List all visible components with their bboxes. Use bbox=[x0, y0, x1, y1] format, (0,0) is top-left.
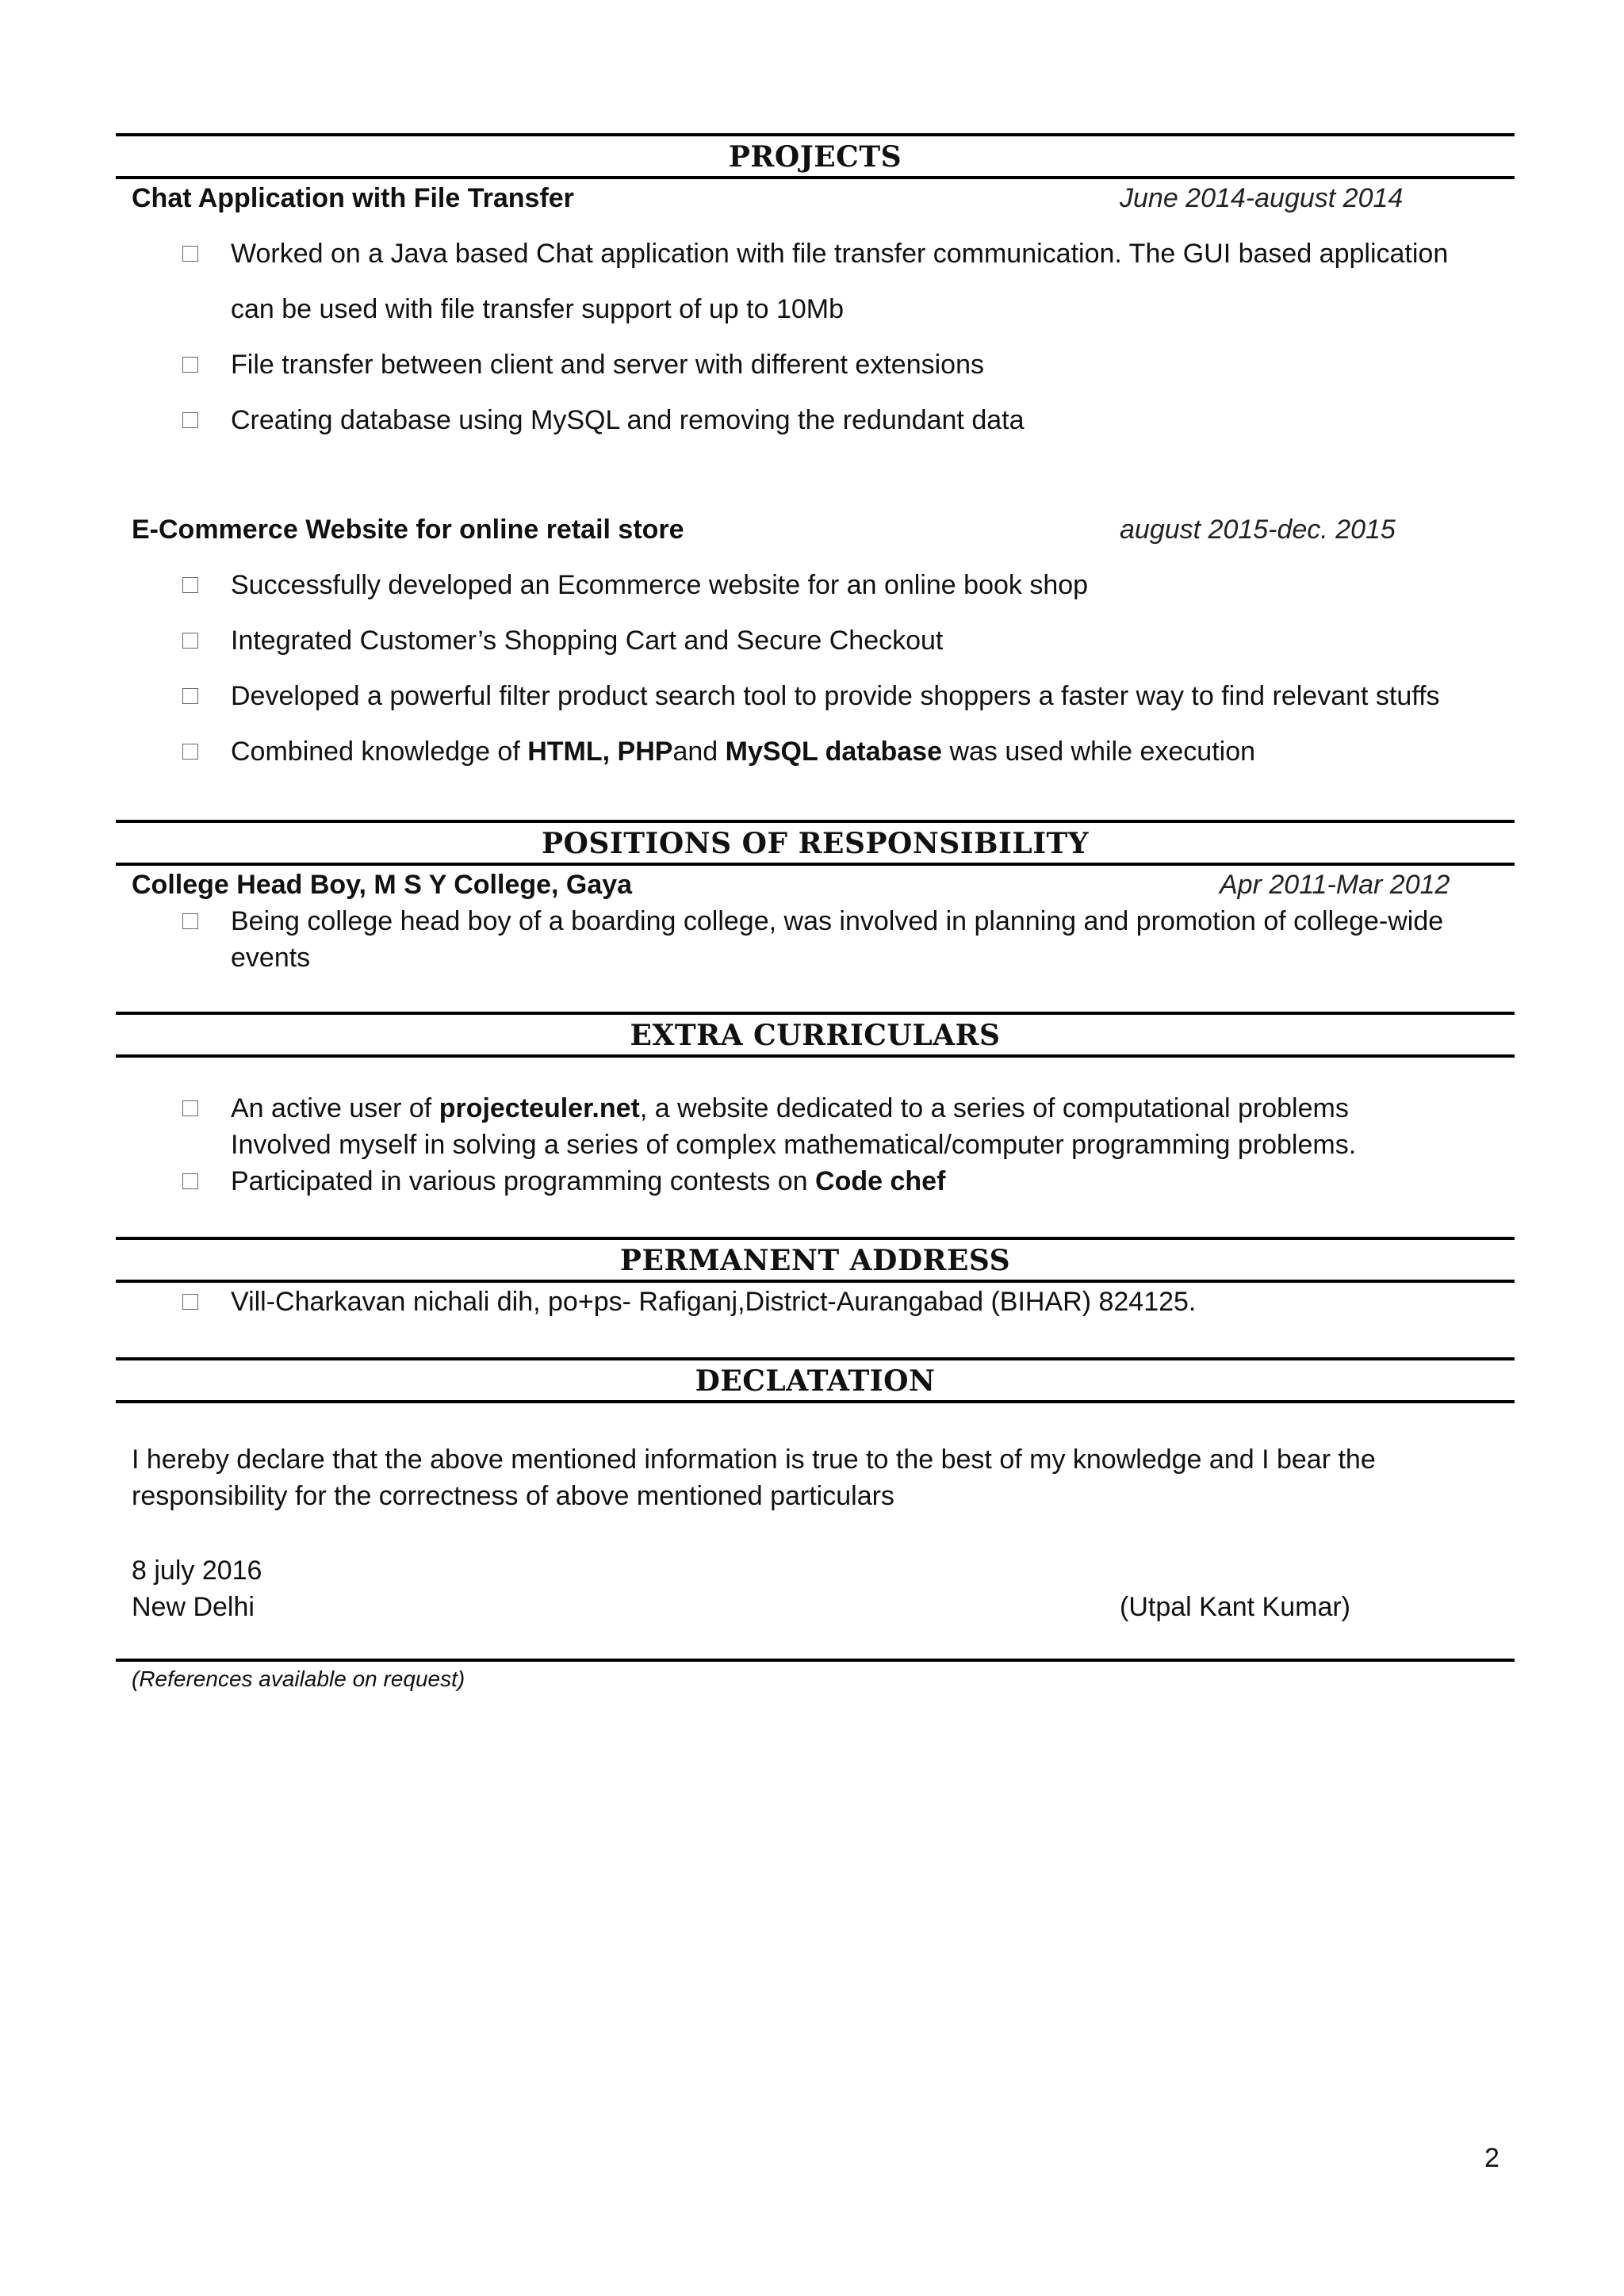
bullet-icon bbox=[182, 1173, 198, 1189]
project-title: Chat Application with File Transfer bbox=[132, 183, 574, 213]
declaration-text: I hereby declare that the above mentioned information is true to the best of my knowledge and I bear the bbox=[132, 1445, 1376, 1475]
section-rule-top bbox=[116, 1012, 1515, 1015]
references-note: (References available on request) bbox=[132, 1667, 465, 1691]
project-bullet: File transfer between client and server with different extensions bbox=[231, 350, 984, 380]
section-title-address: PERMANENT ADDRESS bbox=[619, 1244, 1011, 1277]
project-bullet-continuation: can be used with file transfer support of up to 10Mb bbox=[231, 294, 845, 324]
position-date: Apr 2011-Mar 2012 bbox=[1220, 870, 1450, 900]
project-bullet: Combined knowledge of HTML, PHPand MySQL database was used while execution bbox=[231, 737, 1256, 767]
section-rule-top bbox=[116, 1357, 1515, 1360]
declaration-place: New Delhi bbox=[132, 1592, 255, 1622]
bullet-icon bbox=[182, 1100, 198, 1116]
section-rule-bottom bbox=[116, 1054, 1515, 1058]
bullet-icon bbox=[182, 913, 198, 929]
project-bullet: Worked on a Java based Chat application with file transfer communication. The GUI based application bbox=[231, 239, 1449, 269]
page-number: 2 bbox=[1484, 2143, 1500, 2173]
project-bullet: Developed a powerful filter product search tool to provide shoppers a faster way to find relevant stuffs bbox=[231, 681, 1440, 711]
position-bullet-continuation: events bbox=[231, 943, 311, 973]
project-title: E-Commerce Website for online retail store bbox=[132, 515, 684, 545]
bullet-icon bbox=[182, 577, 198, 593]
project-date: august 2015-dec. 2015 bbox=[1120, 515, 1396, 545]
section-rule-bottom bbox=[116, 1400, 1515, 1403]
bullet-icon bbox=[182, 1294, 198, 1310]
bullet-icon bbox=[182, 246, 198, 262]
section-rule-bottom bbox=[116, 1280, 1515, 1283]
project-bullet: Creating database using MySQL and removing the redundant data bbox=[231, 405, 1025, 435]
section-rule-bottom bbox=[116, 176, 1515, 179]
extra-bullet: Participated in various programming contests on Code chef bbox=[231, 1166, 946, 1196]
bullet-icon bbox=[182, 412, 198, 428]
position-title: College Head Boy, M S Y College, Gaya bbox=[132, 870, 633, 900]
project-date: June 2014-august 2014 bbox=[1120, 183, 1404, 213]
address-text: Vill-Charkavan nichali dih, po+ps- Rafiganj,District-Aurangabad (BIHAR) 824125. bbox=[231, 1287, 1197, 1317]
signature-name: (Utpal Kant Kumar) bbox=[1120, 1592, 1350, 1622]
project-bullet: Successfully developed an Ecommerce website for an online book shop bbox=[231, 570, 1089, 600]
section-rule-top bbox=[116, 820, 1515, 823]
declaration-date: 8 july 2016 bbox=[132, 1556, 262, 1586]
section-title-extra: EXTRA CURRICULARS bbox=[630, 1019, 1001, 1052]
section-title-responsibility: POSITIONS OF RESPONSIBILITY bbox=[541, 827, 1090, 860]
section-rule-top bbox=[116, 1237, 1515, 1240]
bullet-icon bbox=[182, 357, 198, 373]
section-rule-top bbox=[116, 133, 1515, 136]
position-bullet: Being college head boy of a boarding college, was involved in planning and promotion of college-wide bbox=[231, 906, 1444, 936]
section-rule-bottom bbox=[116, 863, 1515, 866]
section-title-projects: PROJECTS bbox=[728, 140, 902, 174]
extra-bullet-continuation: Involved myself in solving a series of complex mathematical/computer programming problems. bbox=[231, 1130, 1357, 1160]
bullet-icon bbox=[182, 688, 198, 704]
declaration-text-continuation: responsibility for the correctness of above mentioned particulars bbox=[132, 1481, 894, 1511]
bullet-icon bbox=[182, 633, 198, 649]
footer-rule bbox=[116, 1659, 1515, 1662]
bullet-icon bbox=[182, 744, 198, 760]
section-title-declaration: DECLATATION bbox=[695, 1364, 936, 1398]
project-bullet: Integrated Customer’s Shopping Cart and Secure Checkout bbox=[231, 626, 944, 656]
extra-bullet: An active user of projecteuler.net, a website dedicated to a series of computational problems bbox=[231, 1093, 1349, 1123]
